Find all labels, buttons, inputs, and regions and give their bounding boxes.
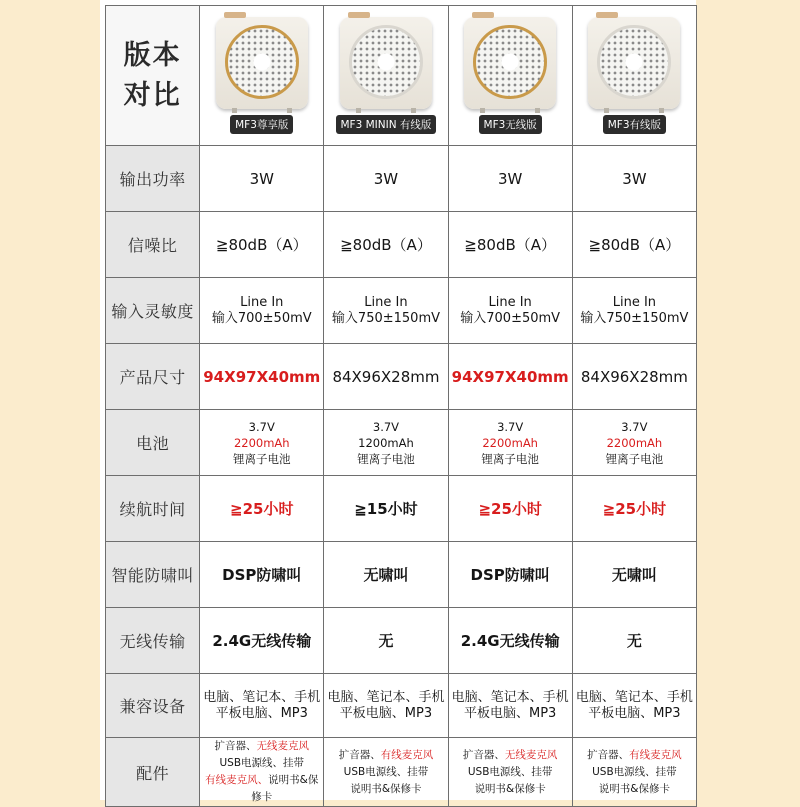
voltage-text: 3.7V — [621, 419, 648, 434]
cell-value — [572, 410, 696, 476]
row-label: 电池 — [106, 410, 200, 476]
line-in-text: Line In — [488, 294, 532, 310]
cell-value — [200, 410, 324, 476]
voltage-text: 3.7V — [372, 419, 400, 434]
voltage-text: 3.7V — [497, 419, 524, 434]
line-in-text: Line In — [612, 294, 657, 310]
devices-line-2: 平板电脑、MP3 — [339, 705, 433, 721]
cell-value: ≧25小时 — [448, 476, 572, 542]
product-name-badge: MF3有线版 — [603, 115, 666, 134]
battery-type-text: 锂离子电池 — [481, 451, 539, 466]
cell-value — [200, 278, 324, 344]
speaker-image — [464, 17, 556, 109]
devices-line-1: 电脑、笔记本、手机 — [575, 689, 693, 705]
acc-line-3: 说明书&保修卡 — [350, 782, 422, 795]
row-label: 续航时间 — [106, 476, 200, 542]
devices-line-1: 电脑、笔记本、手机 — [327, 689, 445, 705]
cell-value: ≧25小时 — [200, 476, 324, 542]
version-comparison-table — [105, 5, 697, 807]
cell-value — [448, 738, 572, 807]
row-label: 信噪比 — [106, 212, 200, 278]
speaker-image — [340, 17, 432, 109]
corner-title — [106, 6, 200, 146]
row-label: 无线传输 — [106, 608, 200, 674]
row-accessories — [106, 738, 697, 807]
cell-value — [572, 674, 696, 738]
product-col-4 — [572, 6, 696, 146]
acc-text: 说明书&保修卡 — [251, 774, 319, 803]
product-name-badge: MF3尊享版 — [230, 115, 293, 134]
row-output-power — [106, 146, 697, 212]
cell-value — [200, 738, 324, 807]
acc-text-highlight: 无线麦克风 — [504, 748, 558, 761]
battery-type-text: 锂离子电池 — [605, 451, 664, 466]
speaker-image — [588, 17, 680, 109]
row-battery — [106, 410, 697, 476]
battery-type-text: 锂离子电池 — [357, 451, 415, 466]
acc-line-1 — [449, 747, 572, 764]
capacity-text: 2200mAh — [233, 435, 290, 450]
row-snr — [106, 212, 697, 278]
row-input-sensitivity — [106, 278, 697, 344]
cell-value: DSP防啸叫 — [448, 542, 572, 608]
cell-value: 84X96X28mm — [572, 344, 696, 410]
header-row — [106, 6, 697, 146]
corner-line-1: 版本 — [123, 39, 182, 71]
cell-value: 2.4G无线传输 — [200, 608, 324, 674]
cell-value — [448, 278, 572, 344]
cell-value: ≧80dB（A） — [572, 212, 696, 278]
product-name-badge: MF3无线版 — [479, 115, 542, 134]
cell-value: 无 — [324, 608, 448, 674]
row-feedback-suppression — [106, 542, 697, 608]
row-label: 输出功率 — [106, 146, 200, 212]
speaker-image — [216, 17, 308, 109]
acc-text-highlight: 有线麦克风 — [380, 748, 434, 761]
cell-value — [324, 278, 448, 344]
cell-value: ≧25小时 — [572, 476, 696, 542]
acc-text-highlight: 有线麦克风、 — [205, 774, 269, 786]
cell-value: 84X96X28mm — [324, 344, 448, 410]
cell-value: 无啸叫 — [324, 542, 448, 608]
acc-line-3: 说明书&保修卡 — [474, 782, 546, 795]
sensitivity-text: 输入700±50mV — [211, 310, 312, 326]
acc-text: 扩音器、 — [338, 748, 381, 761]
acc-text: 扩音器、 — [462, 748, 505, 761]
product-col-3 — [448, 6, 572, 146]
devices-line-1: 电脑、笔记本、手机 — [451, 689, 569, 705]
sensitivity-text: 输入750±150mV — [580, 310, 689, 326]
devices-line-2: 平板电脑、MP3 — [215, 705, 308, 721]
devices-line-2: 平板电脑、MP3 — [464, 705, 557, 721]
acc-line-1 — [324, 747, 447, 764]
acc-line-2: USB电源线、挂带 — [592, 765, 677, 778]
cell-value: 94X97X40mm — [448, 344, 572, 410]
line-in-text: Line In — [364, 294, 408, 310]
devices-line-2: 平板电脑、MP3 — [588, 705, 681, 721]
cell-value — [324, 410, 448, 476]
cell-value: 3W — [448, 146, 572, 212]
row-label: 智能防啸叫 — [106, 542, 200, 608]
cell-value: ≧80dB（A） — [448, 212, 572, 278]
cell-value: 3W — [200, 146, 324, 212]
cell-value: 3W — [324, 146, 448, 212]
product-col-1 — [200, 6, 324, 146]
cell-value: ≧80dB（A） — [200, 212, 324, 278]
row-runtime — [106, 476, 697, 542]
row-label: 兼容设备 — [106, 674, 200, 738]
cell-value — [448, 410, 572, 476]
cell-value: ≧80dB（A） — [324, 212, 448, 278]
row-label: 产品尺寸 — [106, 344, 200, 410]
cell-value — [324, 738, 448, 807]
acc-line-3: 说明书&保修卡 — [598, 782, 670, 795]
cell-value — [572, 278, 696, 344]
cell-value — [200, 674, 324, 738]
row-product-size — [106, 344, 697, 410]
voltage-text: 3.7V — [248, 419, 275, 434]
acc-line-2: USB电源线、挂带 — [343, 765, 429, 778]
line-in-text: Line In — [240, 294, 284, 310]
sensitivity-text: 输入700±50mV — [460, 310, 561, 326]
acc-text: 扩音器、 — [214, 740, 257, 752]
battery-type-text: 锂离子电池 — [233, 451, 291, 466]
acc-line-1 — [573, 747, 696, 764]
product-name-badge: MF3 MININ 有线版 — [336, 115, 437, 134]
row-label: 配件 — [106, 738, 200, 807]
devices-line-1: 电脑、笔记本、手机 — [203, 689, 321, 705]
acc-line-1 — [200, 738, 323, 755]
capacity-text: 2200mAh — [482, 435, 538, 450]
cell-value: 3W — [572, 146, 696, 212]
capacity-text: 1200mAh — [358, 435, 414, 450]
capacity-text: 2200mAh — [606, 435, 663, 450]
acc-text-highlight: 有线麦克风 — [629, 748, 682, 761]
cell-value: 无 — [572, 608, 696, 674]
acc-line-2: USB电源线、挂带 — [467, 765, 553, 778]
cell-value — [572, 738, 696, 807]
cell-value: ≧15小时 — [324, 476, 448, 542]
cell-value — [324, 674, 448, 738]
acc-line-3 — [200, 772, 323, 806]
row-label: 输入灵敏度 — [106, 278, 200, 344]
product-col-2 — [324, 6, 448, 146]
sensitivity-text: 输入750±150mV — [331, 310, 440, 326]
cell-value: 无啸叫 — [572, 542, 696, 608]
acc-line-2: USB电源线、挂带 — [219, 757, 305, 769]
corner-line-2: 对比 — [123, 79, 182, 111]
cell-value: 2.4G无线传输 — [448, 608, 572, 674]
cell-value — [448, 674, 572, 738]
row-compatible-devices — [106, 674, 697, 738]
acc-text-highlight: 无线麦克风 — [256, 740, 309, 752]
row-wireless — [106, 608, 697, 674]
acc-text: 扩音器、 — [587, 748, 630, 761]
cell-value: 94X97X40mm — [200, 344, 324, 410]
cell-value: DSP防啸叫 — [200, 542, 324, 608]
